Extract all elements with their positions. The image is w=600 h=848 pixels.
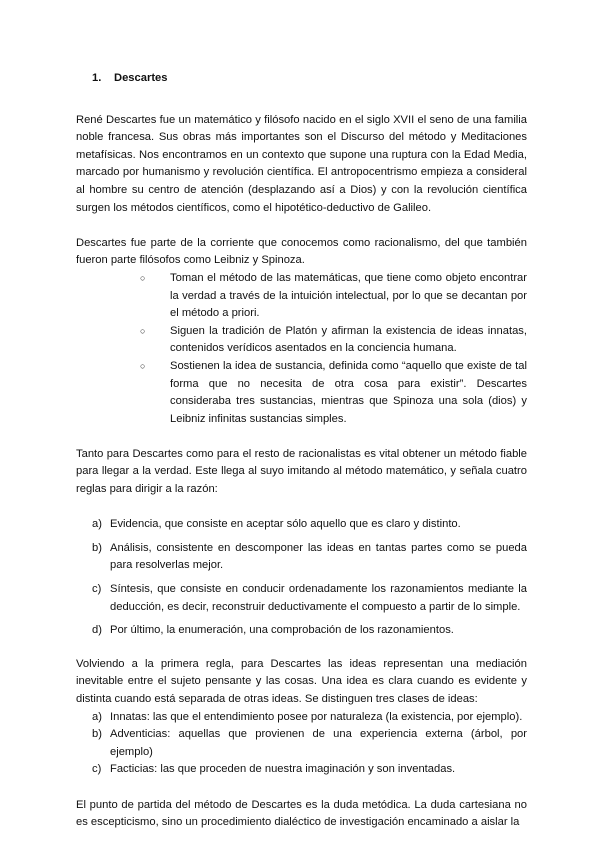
list-item-text: Siguen la tradición de Platón y afirman la existencia de ideas innatas, contenidos verídicos asentados en la conciencia humana. [170,324,527,355]
list-marker: a) [92,710,102,723]
list-marker: b) [92,728,102,741]
section-heading [76,70,527,88]
document-body [76,70,527,832]
list-marker: c) [92,763,102,776]
section-number: 1. [92,72,102,84]
list-item [92,709,527,727]
list-marker: d) [92,624,102,637]
list-marker: b) [92,541,102,554]
paragraph-duda: El punto de partida del método de Descartes es la duda metódica. La duda cartesiana no es escepticismo, sino un procedimiento dialéctico de investigación encaminado a aislar la [76,798,527,829]
list-marker: c) [92,583,102,596]
list-item [92,726,527,761]
list-item-text: Innatas: las que el entendimiento posee por naturaleza (la existencia, por ejemplo). [110,710,523,723]
list-item-text: Análisis, consistente en descomponer las ideas en tantas partes como se pueda para resolverlas mejor. [110,541,527,572]
list-item-text: Facticias: las que proceden de nuestra imaginación y son inventadas. [110,763,456,776]
paragraph-metodo: Tanto para Descartes como para el resto de racionalistas es vital obtener un método fiable para llegar a la verdad. Este llega al suyo imitando al método matemático, y señala cuatro reglas para dirigir a la razón: [76,447,527,496]
ideas-list [76,709,527,779]
paragraph-racionalismo: Descartes fue parte de la corriente que conocemos como racionalismo, del que también fueron parte filósofos como Leibniz y Spinoza. [76,236,527,267]
list-item [154,270,527,323]
list-item [92,622,527,640]
list-marker: a) [92,518,102,531]
section-title: Descartes [114,72,168,84]
list-item-text: Toman el método de las matemáticas, que tiene como objeto encontrar la verdad a través de la intuición intelectual, por lo que se decantan por el método a priori. [170,271,527,320]
list-item [154,358,527,428]
reglas-list [76,516,527,640]
list-item [92,581,527,616]
list-item [92,761,527,779]
racionalismo-bullet-list [76,270,527,428]
list-item [92,540,527,575]
list-item-text: Sostienen la idea de sustancia, definida como “aquello que existe de tal forma que no necesita de otra cosa para existir”. Descartes consideraba tres sustancias, mientras que Spinoza una sola (dios) y Leibniz infinitas sustancias simples. [170,359,527,425]
list-item-text: Evidencia, que consiste en aceptar sólo aquello que es claro y distinto. [110,518,461,531]
list-item-text: Síntesis, que consiste en conducir ordenadamente los razonamientos mediante la deducción, es decir, reconstruir deductivamente el compuesto a partir de lo simple. [110,583,527,613]
paragraph-intro: René Descartes fue un matemático y filósofo nacido en el siglo XVII el seno de una familia noble francesa. Sus obras más importantes son el Discurso del método y Meditaciones metafísicas. Nos encontramos en un contexto que supone una ruptura con la Edad Media, marcado por humanismo y revolución científica. El antropocentrismo empieza a consideral al hombre su centro de atención (desplazando así a Dios) y con la revolución científica surgen los métodos científicos, como el hipotético-deductivo de Galileo. [76,113,527,214]
list-item [92,516,527,534]
list-item-text: Adventicias: aquellas que provienen de una experiencia externa (árbol, por ejemplo) [110,728,527,758]
list-item-text: Por último, la enumeración, una comprobación de los razonamientos. [110,624,454,637]
paragraph-ideas: Volviendo a la primera regla, para Descartes las ideas representan una mediación inevitable entre el sujeto pensante y las cosas. Una idea es clara cuando es evidente y distinta cuando está separada de otras ideas. Se distinguen tres clases de ideas: [76,657,527,705]
list-item [154,323,527,358]
